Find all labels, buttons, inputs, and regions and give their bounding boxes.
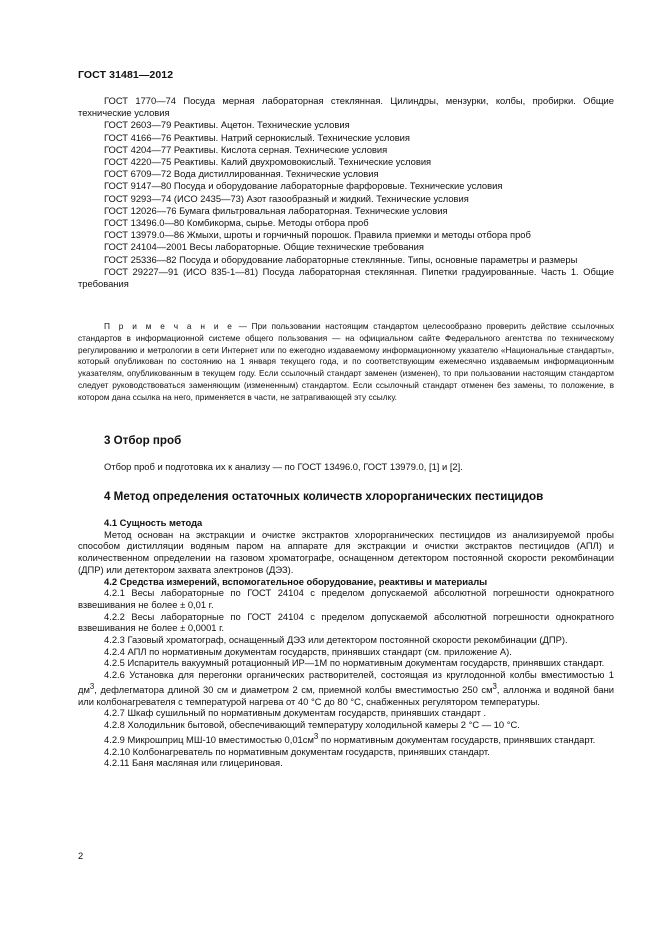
item-4-2-8: 4.2.8 Холодильник бытовой, обеспечивающий температуру холодильной камеры 2 °С — 10 °С. bbox=[104, 719, 520, 731]
reference-item: ГОСТ 13496.0—80 Комбикорма, сырье. Методы отбора проб bbox=[104, 217, 369, 229]
superscript-3: 3 bbox=[89, 681, 95, 691]
reference-item: ГОСТ 4166—76 Реактивы. Натрий сернокислый. Технические условия bbox=[104, 131, 410, 143]
superscript-3: 3 bbox=[492, 681, 497, 691]
page-number: 2 bbox=[78, 850, 84, 861]
reference-item: ГОСТ 6709—72 Вода дистиллированная. Технические условия bbox=[104, 168, 379, 180]
item-4-2-11: 4.2.11 Баня масляная или глицериновая. bbox=[104, 757, 283, 769]
reference-item: ГОСТ 9147—80 Посуда и оборудование лабораторные фарфоровые. Технические условия bbox=[104, 180, 503, 192]
note-label: П р и м е ч а н и е bbox=[104, 321, 235, 331]
subsection-4-2-heading: 4.2 Средства измерений, вспомогательное оборудование, реактивы и материалы bbox=[104, 575, 488, 587]
reference-item: ГОСТ 24104—2001 Весы лабораторные. Общие технические требования bbox=[104, 241, 424, 253]
item-4-2-6-part: 4.2.6 Установка для перегонки органических растворителей, состоящая из круглодонной колбы вместимостью 1 дм bbox=[78, 669, 614, 695]
normative-references-list bbox=[78, 95, 614, 290]
reference-item: ГОСТ 4204—77 Реактивы. Кислота серная. Технические условия bbox=[104, 143, 388, 155]
section-3-text: Отбор проб и подготовка их к анализу — по ГОСТ 13496.0, ГОСТ 13979.0, [1] и [2]. bbox=[104, 461, 463, 472]
reference-item: ГОСТ 13979.0—86 Жмыхи, шроты и горчичный порошок. Правила приемки и методы отбора проб bbox=[104, 229, 531, 241]
item-4-2-1: 4.2.1 Весы лабораторные по ГОСТ 24104 с пределом допускаемой абсолютной погрешности однократного взвешивания не более ± 0,01 г. bbox=[78, 587, 614, 610]
item-4-2-10: 4.2.10 Колбонагреватель по нормативным документам государств, принявших стандарт. bbox=[104, 745, 490, 757]
subsection-4-1-text: Метод основан на экстракции и очистке экстрактов хлорорганических пестицидов из анализируемой пробы способом дистилляции водяным паром на аппарате для экстракции и очистки экстрактов пестицидов (АПЛ) и количественном определении на газовом хроматографе, оснащенном детектором постоянной скорости рекомбинации (ДПР) или детектором захвата электронов (ДЭЗ). bbox=[78, 528, 614, 575]
section-4-body bbox=[78, 517, 614, 769]
section-3-heading: 3 Отбор проб bbox=[104, 434, 182, 447]
reference-item: ГОСТ 1770—74 Посуда мерная лабораторная стеклянная. Цилиндры, мензурки, колбы, пробирки. Общие технические условия bbox=[78, 95, 614, 119]
item-4-2-6 bbox=[78, 669, 614, 707]
item-4-2-9-part: 4.2.9 Микрошприц МШ-10 вместимостью 0,01см bbox=[104, 733, 314, 745]
note-paragraph bbox=[78, 321, 614, 404]
item-4-2-9-part: по нормативным документам государств, принявших стандарт. bbox=[318, 733, 596, 745]
reference-item: ГОСТ 4220—75 Реактивы. Калий двухромовокислый. Технические условия bbox=[104, 156, 432, 168]
item-4-2-6-part: , аллонжа и водяной бани или колбонагревателя с температурой нагрева от 40 °С до 80 °С, снабженных регулятором температуры. bbox=[78, 683, 614, 707]
item-4-2-2: 4.2.2 Весы лабораторные по ГОСТ 24104 с пределом допускаемой абсолютной погрешности однократного взвешивания не более ± 0,0001 г. bbox=[78, 610, 614, 634]
item-4-2-3: 4.2.3 Газовый хроматограф, оснащенный ДЭЗ или детектором постоянной скорости рекомбинации (ДПР). bbox=[104, 634, 568, 646]
item-4-2-9 bbox=[78, 731, 614, 746]
reference-item: ГОСТ 2603—79 Реактивы. Ацетон. Технические условия bbox=[104, 119, 350, 131]
note-text: — При пользовании настоящим стандартом целесообразно проверить действие ссылочных стандартов в информационной системе общего пользования — на официальном сайте Федерального агентства по техническому регулированию и метрологии в сети Интернет или по ежегодно издаваемому информационному указателю «Национальные стандарты», который опубликован по состоянию на 1 января текущего года, и по соответствующим ежемесячно издаваемым информационным указателям, опубликованным в текущем году. Если ссылочный стандарт заменен (изменен), то при пользовании настоящим стандартом следует руководствоваться заменяющим (измененным) стандартом. Если ссылочный стандарт отменен без замены, то положение, в котором дана ссылка на него, применяется в части, не затрагивающей эту ссылку. bbox=[78, 321, 614, 402]
item-4-2-5: 4.2.5 Испаритель вакуумный ротационный ИР—1М по нормативным документам государств, принявших стандарт. bbox=[104, 657, 605, 669]
reference-item: ГОСТ 25336—82 Посуда и оборудование лабораторные стеклянные. Типы, основные параметры и размеры bbox=[104, 253, 578, 265]
reference-item: ГОСТ 29227—91 (ИСО 835-1—81) Посуда лабораторная стеклянная. Пипетки градуированные. Часть 1. Общие требования bbox=[78, 265, 614, 290]
reference-item: ГОСТ 12026—76 Бумага фильтровальная лабораторная. Технические условия bbox=[104, 204, 448, 216]
item-4-2-6-part: , дефлегматора длиной 30 см и диаметром 2 см, приемной колбы вместимостью 250 см bbox=[94, 683, 493, 695]
subsection-4-1-heading: 4.1 Сущность метода bbox=[104, 517, 203, 528]
superscript-3: 3 bbox=[313, 731, 319, 741]
item-4-2-7: 4.2.7 Шкаф сушильный по нормативным документам государств, принявших стандарт . bbox=[104, 707, 487, 719]
section-4-heading: 4 Метод определения остаточных количеств хлорорганических пестицидов bbox=[104, 490, 544, 503]
item-4-2-4: 4.2.4 АПЛ по нормативным документам государств, принявших стандарт (см. приложение А). bbox=[104, 645, 512, 657]
document-header: ГОСТ 31481—2012 bbox=[78, 69, 174, 81]
reference-item: ГОСТ 9293—74 (ИСО 2435—73) Азот газообразный и жидкий. Технические условия bbox=[104, 192, 469, 204]
